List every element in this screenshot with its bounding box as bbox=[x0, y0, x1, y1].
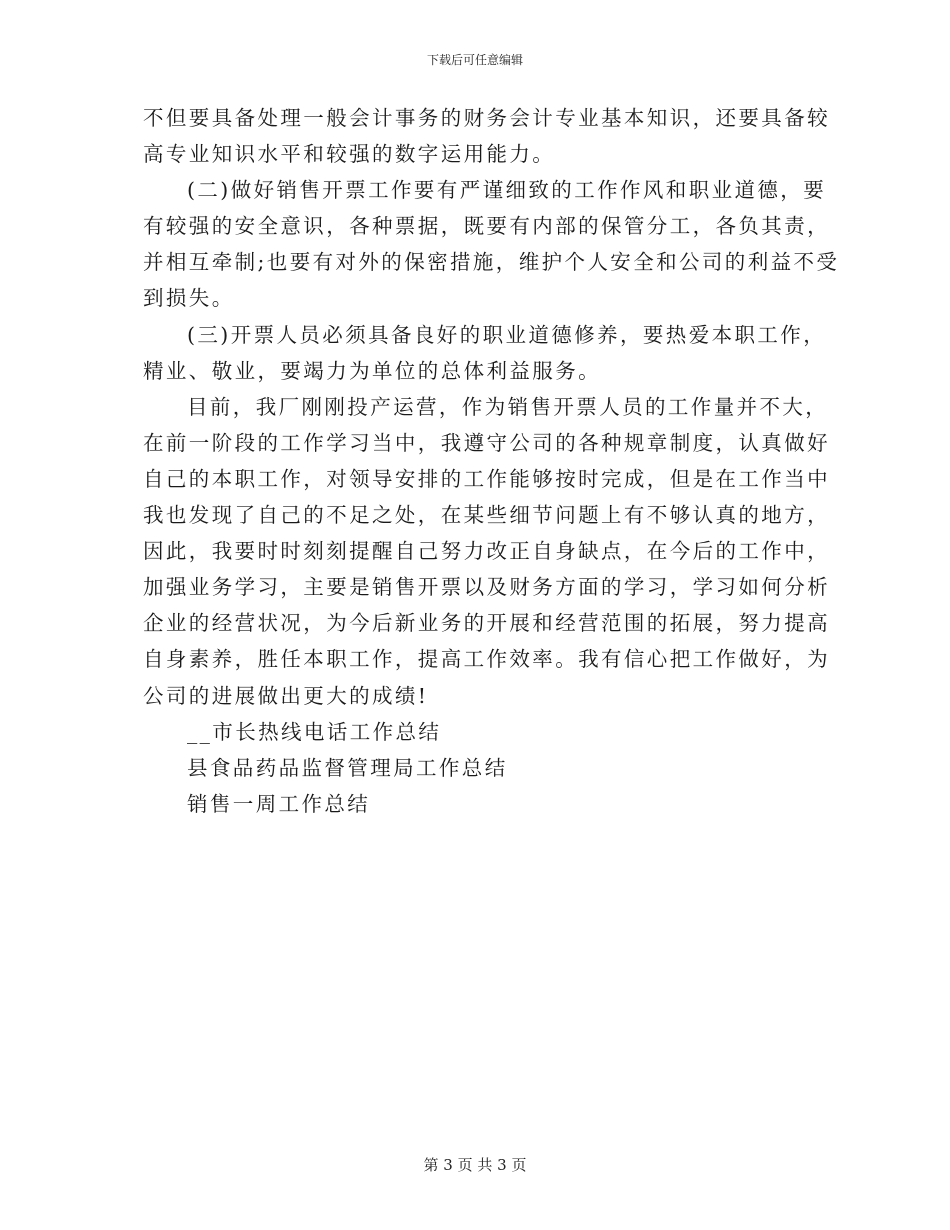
text-line: 有较强的安全意识，各种票据，既要有内部的保管分工，各负其责， bbox=[143, 214, 830, 239]
text-line: 县食品药品监督管理局工作总结 bbox=[187, 755, 508, 780]
text-line: 公司的进展做出更大的成绩! bbox=[143, 683, 429, 708]
document-body bbox=[143, 100, 840, 822]
text-line: 到损失。 bbox=[143, 286, 235, 311]
text-line: 精业、敬业，要竭力为单位的总体利益服务。 bbox=[143, 358, 601, 383]
text-line: 自身素养，胜任本职工作，提高工作效率。我有信心把工作做好，为 bbox=[143, 647, 830, 672]
text-line: 因此，我要时时刻刻提醒自己努力改正自身缺点，在今后的工作中， bbox=[143, 539, 830, 564]
text-line: 自己的本职工作，对领导安排的工作能够按时完成，但是在工作当中 bbox=[143, 466, 830, 491]
page-header-note: 下载后可任意编辑 bbox=[426, 53, 523, 67]
page-footer-page-number: 第 3 页 共 3 页 bbox=[423, 1156, 527, 1174]
text-line: 企业的经营状况，为今后新业务的开展和经营范围的拓展，努力提高 bbox=[143, 611, 830, 636]
text-line: 高专业知识水平和较强的数字运用能力。 bbox=[143, 142, 556, 167]
text-line: 并相互牵制;也要有对外的保密措施，维护个人安全和公司的利益不受 bbox=[143, 250, 840, 275]
text-line: 目前，我厂刚刚投产运营，作为销售开票人员的工作量并不大， bbox=[187, 394, 829, 419]
text-line: (三)开票人员必须具备良好的职业道德修养，要热爱本职工作， bbox=[187, 322, 827, 347]
text-line: 在前一阶段的工作学习当中，我遵守公司的各种规章制度，认真做好 bbox=[143, 430, 830, 455]
text-line: 不但要具备处理一般会计事务的财务会计专业基本知识，还要具备较 bbox=[143, 106, 830, 130]
text-line: (二)做好销售开票工作要有严谨细致的工作作风和职业道德，要 bbox=[187, 178, 827, 203]
text-line: 加强业务学习，主要是销售开票以及财务方面的学习，学习如何分析 bbox=[143, 575, 830, 600]
text-line: 我也发现了自己的不足之处，在某些细节问题上有不够认真的地方， bbox=[143, 503, 830, 528]
text-line: 销售一周工作总结 bbox=[187, 791, 371, 816]
text-line: __市长热线电话工作总结 bbox=[187, 719, 442, 744]
